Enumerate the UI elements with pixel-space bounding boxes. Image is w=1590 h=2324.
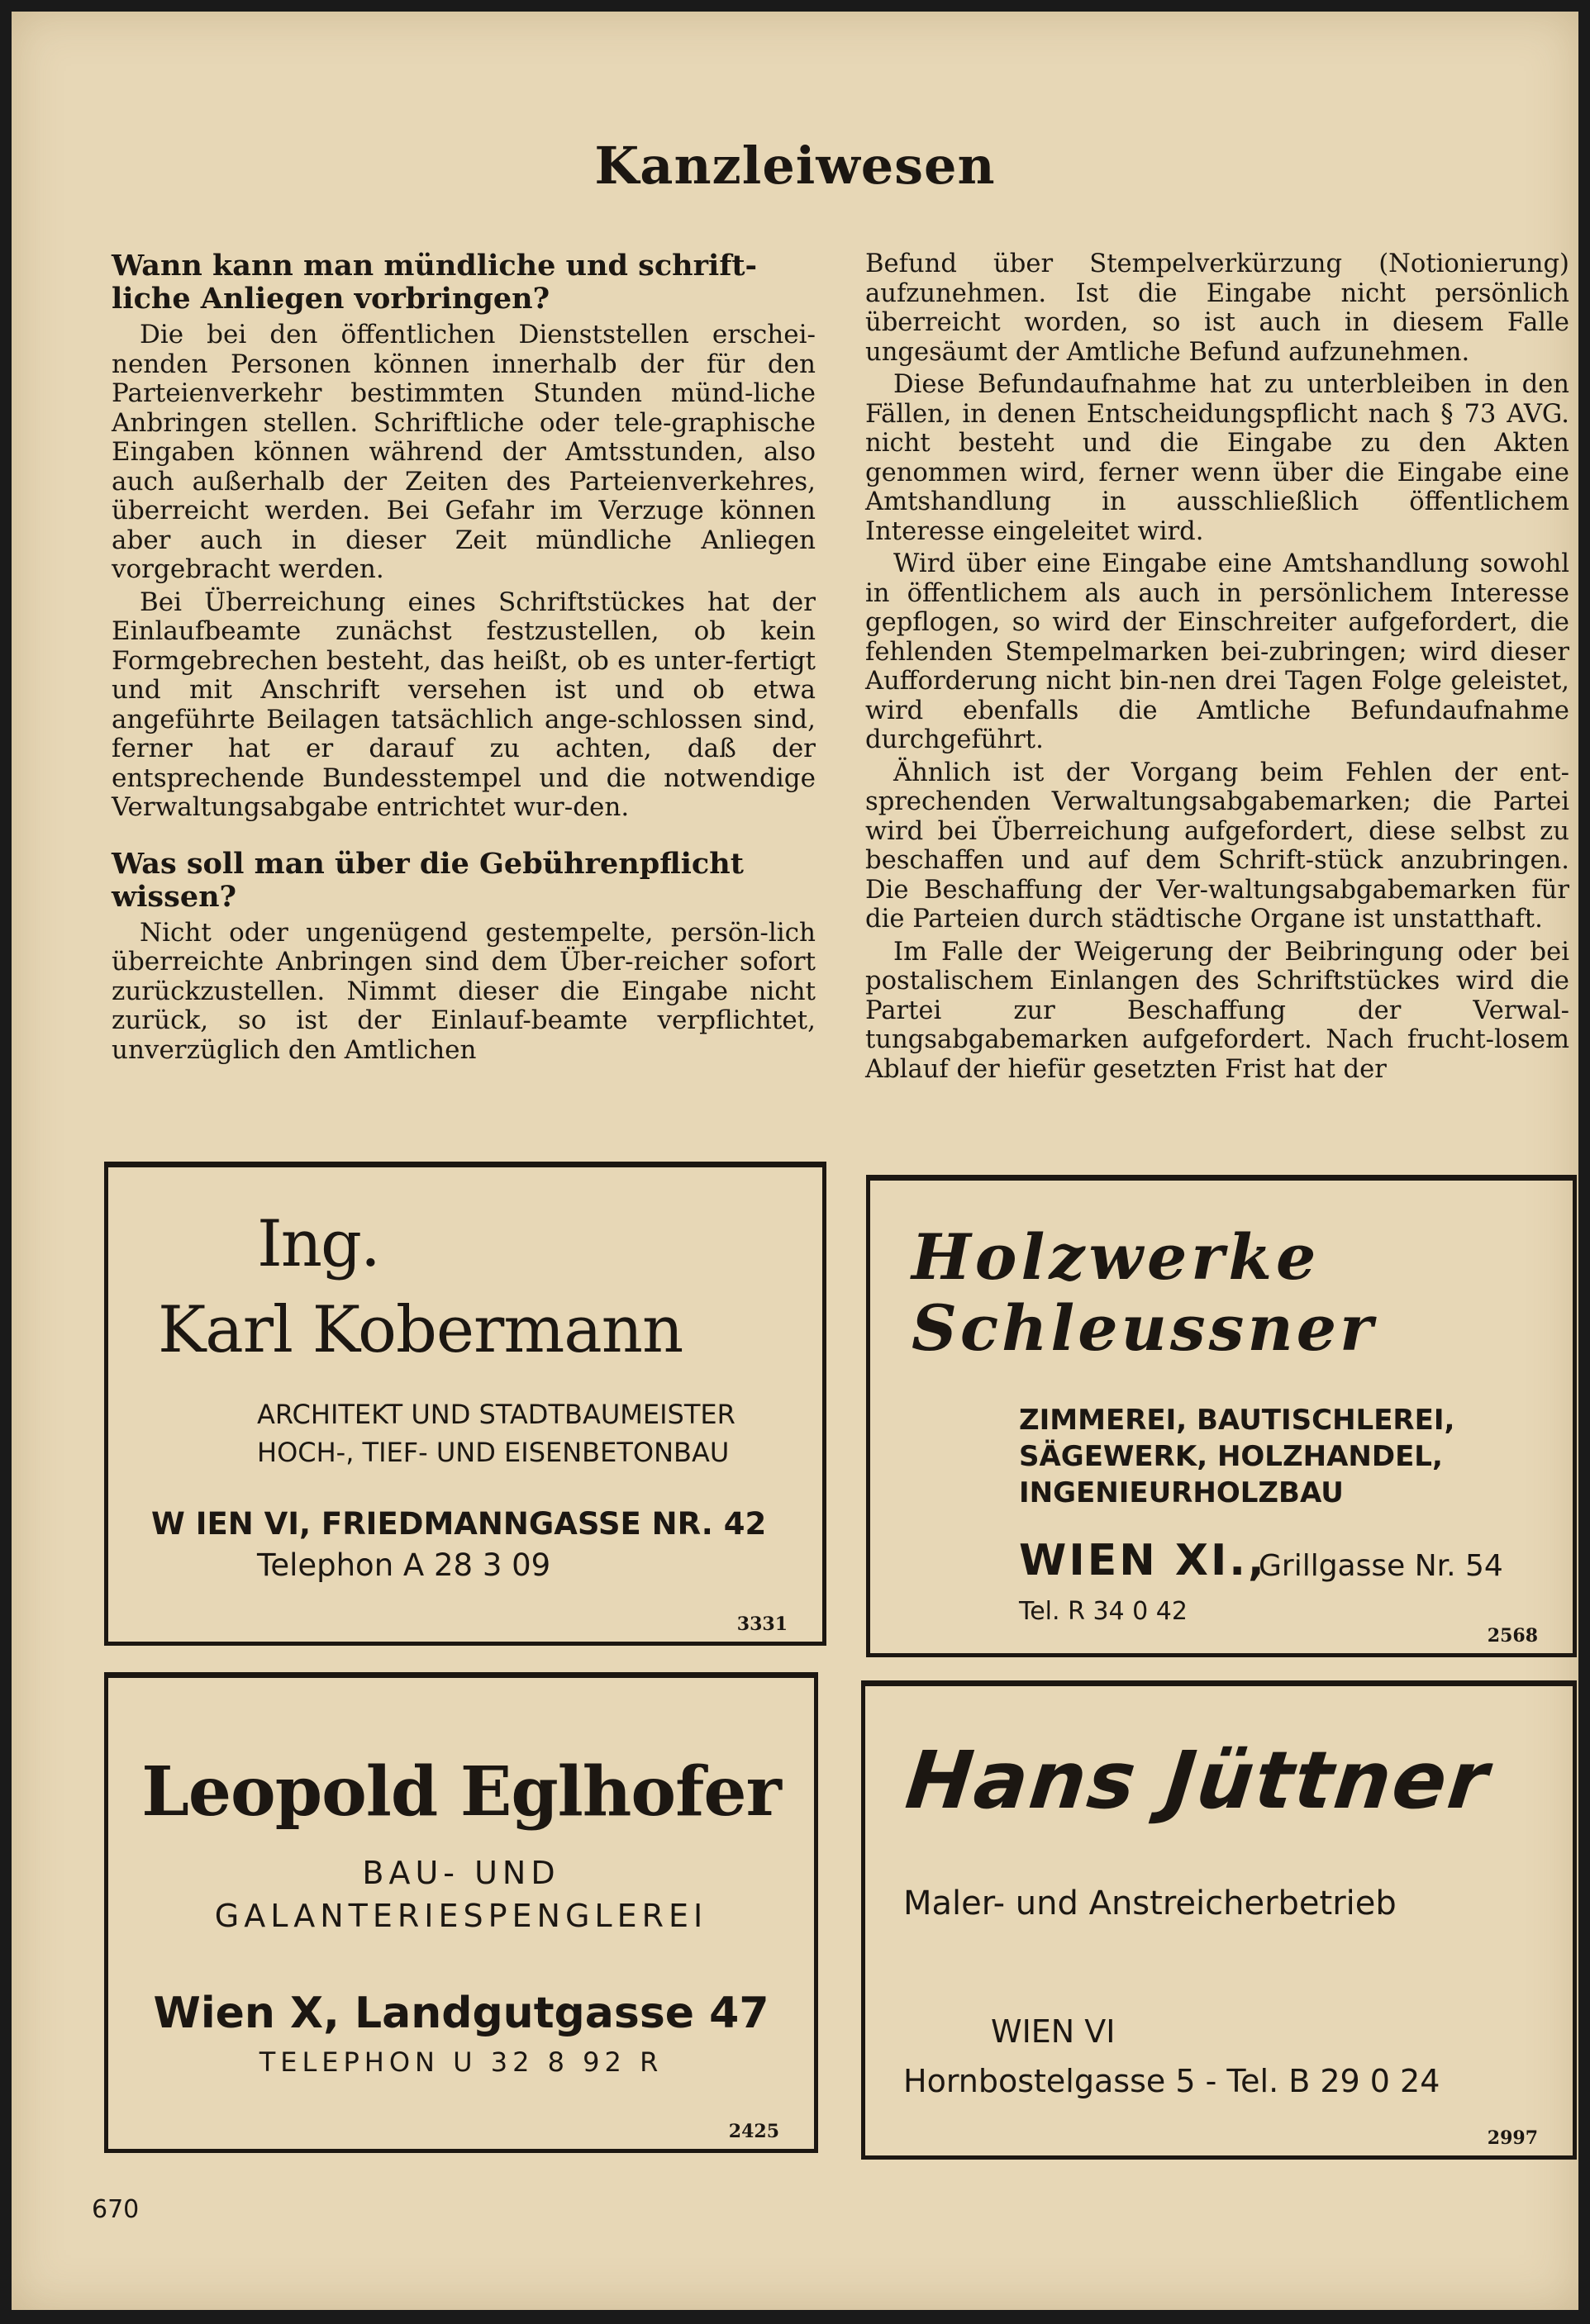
- ad-company-name: Leopold Eglhofer: [141, 1752, 781, 1832]
- ad-service-line: BAU- UND: [362, 1855, 560, 1891]
- ad-service-line: HOCH-, TIEF- UND EISENBETONBAU: [257, 1437, 730, 1468]
- ad-address: Wien X, Landgutgasse 47: [153, 1989, 769, 2038]
- paragraph: Die bei den öffentlichen Dienststellen erschei-nenden Personen können innerhalb der für den Parteienverkehr bestimmten Stunden münd-liche Anbringen stellen. Schriftliche oder tele-graphische Eingaben können während der Amtsstunden, also auch außerhalb der Zeiten des Parteienverkehres, überreicht werden. Bei Gefahr im Verzuge können aber auch in dieser Zeit mündliche Anliegen vorgebracht werden.: [112, 320, 816, 584]
- ad-service-line: ARCHITEKT UND STADTBAUMEISTER: [257, 1399, 735, 1430]
- paragraph: Ähnlich ist der Vorgang beim Fehlen der ent-sprechenden Verwaltungsabgabemarken; die Partei wird bei Überreichung aufgefordert, diese selbst zu beschaffen und auf dem Schrift-stück anzubringen. Die Beschaffung der Ver-waltungsabgabemarken für die Parteien durch städtische Organe ist unstatthaft.: [865, 758, 1569, 934]
- ad-title-prefix: Ing.: [257, 1207, 379, 1281]
- ad-company-name: Hans Jüttner: [902, 1734, 1494, 1827]
- ad-address: W IEN VI, FRIEDMANNGASSE NR. 42: [151, 1506, 767, 1542]
- paragraph: Bei Überreichung eines Schriftstückes hat der Einlaufbeamte zunächst festzustellen, ob kein Formgebrechen besteht, das heißt, ob es unter-fertigt und mit Anschrift versehen ist und ob etwa angeführte Beilagen tatsächlich ange-schlossen sind, ferner hat er darauf zu achten, daß der entsprechende Bundesstempel und die notwendige Verwaltungsabgabe entrichtet wur-den.: [112, 587, 816, 822]
- page: [12, 12, 1578, 2310]
- paragraph: Im Falle der Weigerung der Beibringung oder bei postalischem Einlangen des Schriftstückes wird die Partei zur Beschaffung der Verwal-tungsabgabemarken aufgefordert. Nach frucht-losem Ablauf der hiefür gesetzten Frist hat der: [865, 937, 1569, 1084]
- ad-eglhofer: [104, 1672, 818, 2153]
- right-column: [865, 250, 1569, 1084]
- paragraph: Wird über eine Eingabe eine Amtshandlung sowohl in öffentlichem als auch in persönlichem Interesse gepflogen, so wird der Einschreiter aufgefordert, die fehlenden Stempelmarken bei-zubringen; wird dieser Aufforderung nicht bin-nen drei Tagen Folge geleistet, wird ebenfalls die Amtliche Befundaufnahme durchgeführt.: [865, 549, 1569, 754]
- ad-address: Hornbostelgasse 5 - Tel. B 29 0 24: [903, 2063, 1440, 2099]
- page-number: 670: [92, 2195, 140, 2224]
- paragraph: Nicht oder ungenügend gestempelte, persön-lich überreichte Anbringen sind dem Über-reicher sofort zurückzustellen. Nimmt dieser die Eingabe nicht zurück, so ist der Einlauf-beamte verpflichtet, unverzüglich den Amtlichen: [112, 917, 816, 1065]
- ad-phone: TELEPHON U 32 8 92 R: [259, 2046, 664, 2078]
- paragraph: Befund über Stempelverkürzung (Notionierung) aufzunehmen. Ist die Eingabe nicht persönlich überreicht worden, so ist auch in diesem Falle ungesäumt der Amtliche Befund aufzunehmen.: [865, 250, 1569, 367]
- ad-service-line: SÄGEWERK, HOLZHANDEL,: [1019, 1440, 1443, 1473]
- left-column: [112, 250, 816, 1065]
- ad-juettner: [861, 1680, 1577, 2160]
- ad-code: 2997: [1487, 2127, 1538, 2149]
- ad-city: WIEN XI.,: [1019, 1536, 1267, 1585]
- ad-schleussner: [866, 1175, 1577, 1657]
- paragraph: Diese Befundaufnahme hat zu unterbleiben in den Fällen, in denen Entscheidungspflicht nach § 73 AVG. nicht besteht und die Eingabe zu den Akten genommen wird, ferner wenn über die Eingabe eine Amtshandlung in ausschließlich öffentlichem Interesse eingeleitet wird.: [865, 370, 1569, 546]
- ad-company-name-line2: Schleussner: [912, 1291, 1377, 1365]
- ad-phone: Telephon A 28 3 09: [257, 1547, 551, 1583]
- ad-phone: Tel. R 34 0 42: [1019, 1597, 1188, 1626]
- ad-service-line: Maler- und Anstreicherbetrieb: [903, 1884, 1397, 1922]
- ad-code: 3331: [736, 1613, 788, 1635]
- ad-kobermann: [104, 1162, 826, 1646]
- ad-service-line: INGENIEURHOLZBAU: [1019, 1476, 1344, 1509]
- page-title: Kanzleiwesen: [594, 135, 996, 196]
- section-title-anliegen: Wann kann man mündliche und schrift- liche Anliegen vorbringen?: [112, 249, 758, 316]
- ad-service-line: ZIMMEREI, BAUTISCHLEREI,: [1019, 1404, 1455, 1437]
- ad-company-name-line1: Holzwerke: [912, 1220, 1321, 1294]
- ad-code: 2425: [728, 2121, 779, 2142]
- ad-code: 2568: [1487, 1625, 1538, 1647]
- ad-city: WIEN VI: [991, 2013, 1116, 2050]
- ad-service-line: GALANTERIESPENGLEREI: [214, 1898, 708, 1934]
- section-title-gebuehrenpflicht: Was soll man über die Gebührenpflicht wissen?: [112, 846, 744, 914]
- ad-company-name: Karl Kobermann: [158, 1293, 683, 1367]
- ad-street: Grillgasse Nr. 54: [1259, 1549, 1503, 1583]
